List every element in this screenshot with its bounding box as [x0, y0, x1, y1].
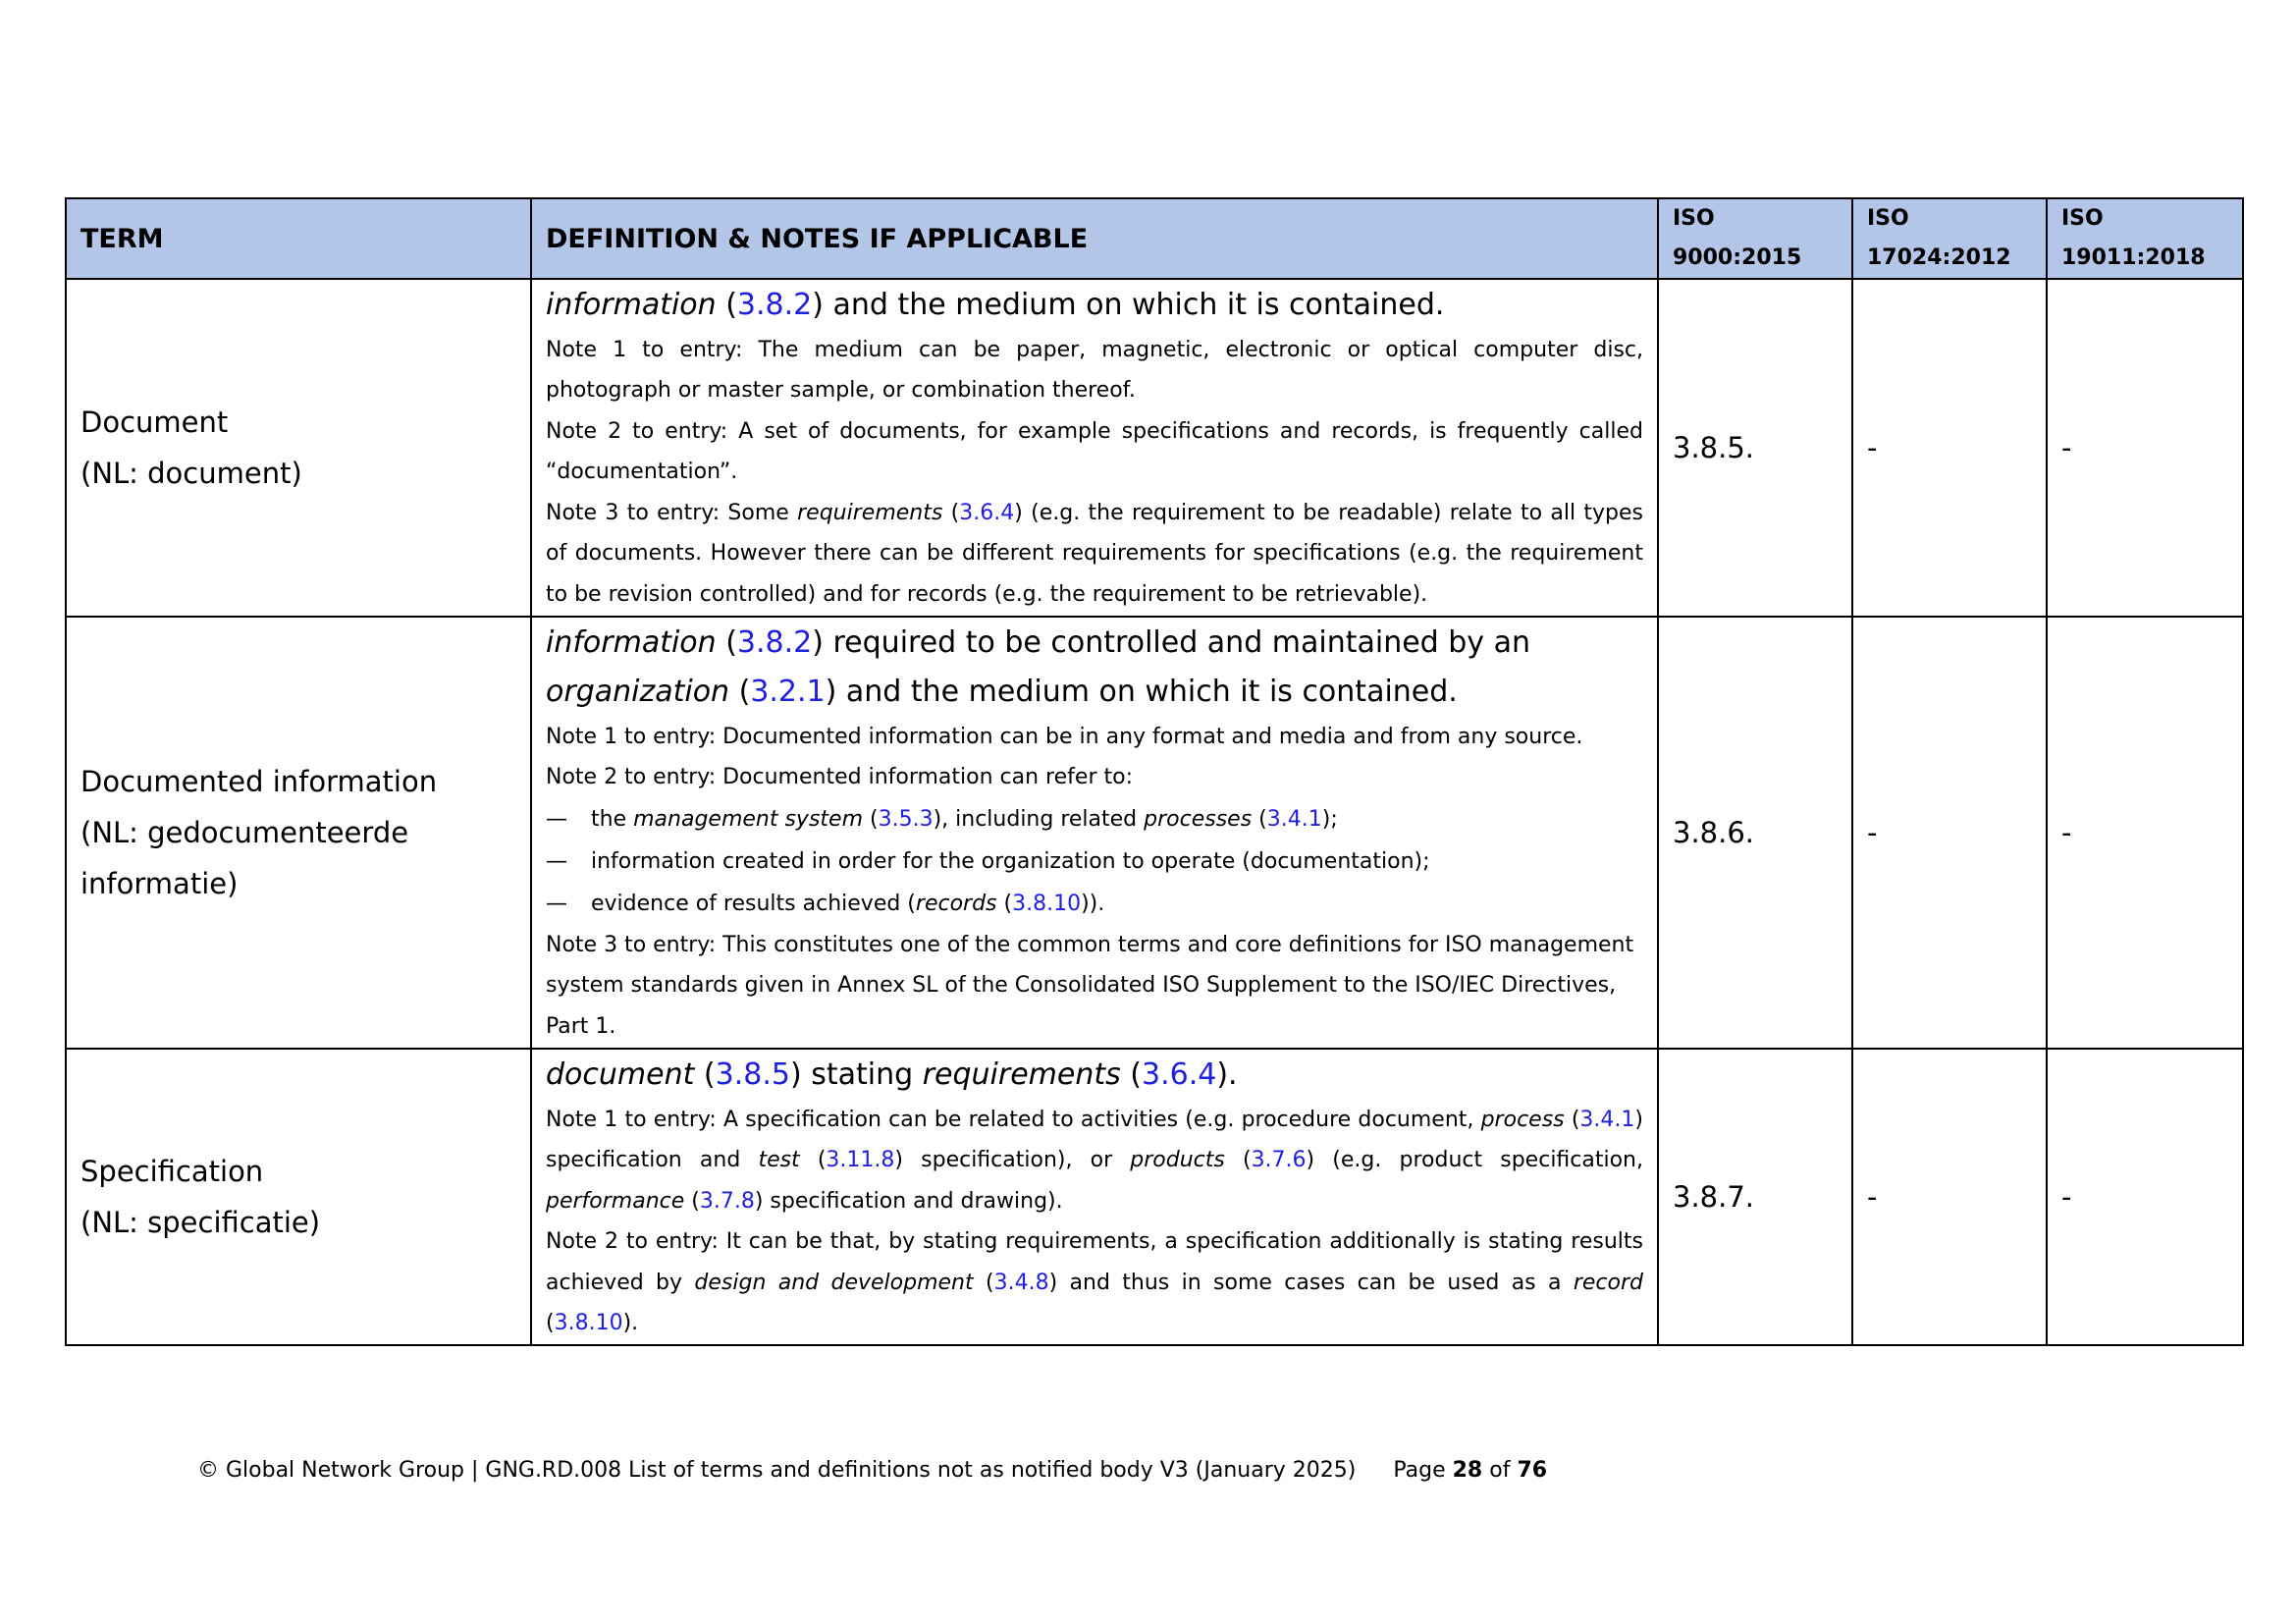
header-term: TERM	[66, 198, 531, 279]
header-iso-label: ISO	[1867, 206, 1909, 231]
table-row-document	[66, 279, 2243, 617]
page-footer	[197, 1458, 1547, 1483]
term-cell	[66, 1049, 531, 1345]
iso-9000-cell: 3.8.6.	[1658, 617, 1852, 1049]
iso-19011-cell: -	[2047, 279, 2243, 617]
bullet-item: — the management system (3.5.3), including related processes (3.4.1);	[546, 798, 1643, 840]
note-1: Note 1 to entry: The medium can be paper, magnetic, electronic or optical computer disc, photograph or master sample, or combination thereof.	[546, 337, 1643, 404]
dash-bullet: —	[546, 806, 567, 832]
term-dutch: (NL: gedocumenteerde informatie)	[80, 816, 409, 900]
note-3: Note 3 to entry: This constitutes one of the common terms and core definitions for ISO management system standards given in Annex SL of the Consolidated ISO Supplement to the ISO/IEC Directives, Part 1.	[546, 932, 1634, 1039]
reference-link[interactable]: 3.6.4	[959, 500, 1015, 525]
reference-link[interactable]: 3.4.8	[993, 1270, 1049, 1295]
term-english: Document	[80, 406, 229, 439]
definition-cell	[531, 279, 1658, 617]
reference-link[interactable]: 3.7.8	[699, 1188, 755, 1214]
page-number: Page 28 of 76	[1393, 1458, 1548, 1483]
term-dutch: (NL: specificatie)	[80, 1206, 321, 1239]
reference-link[interactable]: 3.11.8	[826, 1148, 895, 1172]
iso-9000-cell: 3.8.7.	[1658, 1049, 1852, 1345]
dash-bullet: —	[546, 891, 567, 916]
iso-9000-cell: 3.8.5.	[1658, 279, 1852, 617]
definition-cell	[531, 617, 1658, 1049]
note-2: Note 2 to entry: It can be that, by stating requirements, a specification additionally is stating results achieved by design and development (3.4.8) and thus in some cases can be used as a record (3.8.10).	[546, 1229, 1643, 1335]
reference-link[interactable]: 3.4.1	[1579, 1107, 1635, 1132]
table-row-specification	[66, 1049, 2243, 1345]
iso-17024-cell: -	[1852, 1049, 2047, 1345]
reference-link[interactable]: 3.6.4	[1142, 1056, 1217, 1092]
iso-19011-cell: -	[2047, 1049, 2243, 1345]
header-iso-version: 9000:2015	[1673, 245, 1802, 270]
header-iso-version: 17024:2012	[1867, 245, 2011, 270]
definition-text: information (3.8.2) and the medium on which it is contained.	[546, 287, 1445, 322]
reference-link[interactable]: 3.4.1	[1266, 806, 1322, 832]
note-1: Note 1 to entry: Documented information can be in any format and media and from any source.	[546, 724, 1583, 749]
definition-cell	[531, 1049, 1658, 1345]
terms-table	[65, 197, 2244, 1346]
bullet-item: — information created in order for the organization to operate (documentation);	[546, 840, 1643, 883]
note-2: Note 2 to entry: A set of documents, for example specifications and records, is frequently called “documentation”.	[546, 418, 1643, 485]
reference-link[interactable]: 3.7.6	[1251, 1148, 1307, 1172]
term-english: Specification	[80, 1155, 264, 1188]
header-iso-label: ISO	[1673, 206, 1715, 231]
reference-link[interactable]: 3.8.5	[715, 1056, 790, 1092]
footer-copyright: © Global Network Group | GNG.RD.008 List of terms and definitions not as notified body V3 (January 2025)	[197, 1458, 1357, 1483]
bullet-item: — evidence of results achieved (records (3.8.10)).	[546, 883, 1643, 925]
header-iso-version: 19011:2018	[2061, 245, 2206, 270]
header-iso-19011	[2047, 198, 2243, 279]
term-english: Documented information	[80, 765, 438, 798]
note-1: Note 1 to entry: A specification can be related to activities (e.g. procedure document, process (3.4.1) specification and test (3.11.8) specification), or products (3.7.6) (e.g. product specification, performance (3.7.8) specification and drawing).	[546, 1107, 1643, 1214]
term-dutch: (NL: document)	[80, 457, 302, 490]
reference-link[interactable]: 3.8.2	[736, 287, 813, 322]
definition-text: information (3.8.2) required to be controlled and maintained by an organization (3.2.1) and the medium on which it is contained.	[546, 624, 1530, 709]
reference-link[interactable]: 3.2.1	[750, 674, 826, 709]
header-iso-17024	[1852, 198, 2047, 279]
iso-17024-cell: -	[1852, 617, 2047, 1049]
iso-19011-cell: -	[2047, 617, 2243, 1049]
total-pages: 76	[1517, 1458, 1548, 1483]
term-cell	[66, 279, 531, 617]
definition-text: document (3.8.5) stating requirements (3.6.4).	[546, 1056, 1238, 1092]
reference-link[interactable]: 3.8.10	[1012, 891, 1082, 916]
dash-bullet: —	[546, 848, 567, 874]
table-row-documented-information	[66, 617, 2243, 1049]
note-2: Note 2 to entry: Documented information can refer to:	[546, 765, 1133, 790]
iso-17024-cell: -	[1852, 279, 2047, 617]
reference-link[interactable]: 3.5.3	[878, 806, 934, 832]
header-iso-label: ISO	[2061, 206, 2104, 231]
header-iso-9000	[1658, 198, 1852, 279]
header-definition: DEFINITION & NOTES IF APPLICABLE	[531, 198, 1658, 279]
note-3: Note 3 to entry: Some requirements (3.6.4) (e.g. the requirement to be readable) relate to all types of documents. However there can be different requirements for specifications (e.g. the requirement to be revision controlled) and for records (e.g. the requirement to be retrievable).	[546, 500, 1643, 607]
term-cell	[66, 617, 531, 1049]
table-header-row	[66, 198, 2243, 279]
reference-link[interactable]: 3.8.10	[554, 1311, 623, 1335]
current-page: 28	[1452, 1458, 1483, 1483]
reference-link[interactable]: 3.8.2	[736, 624, 813, 660]
